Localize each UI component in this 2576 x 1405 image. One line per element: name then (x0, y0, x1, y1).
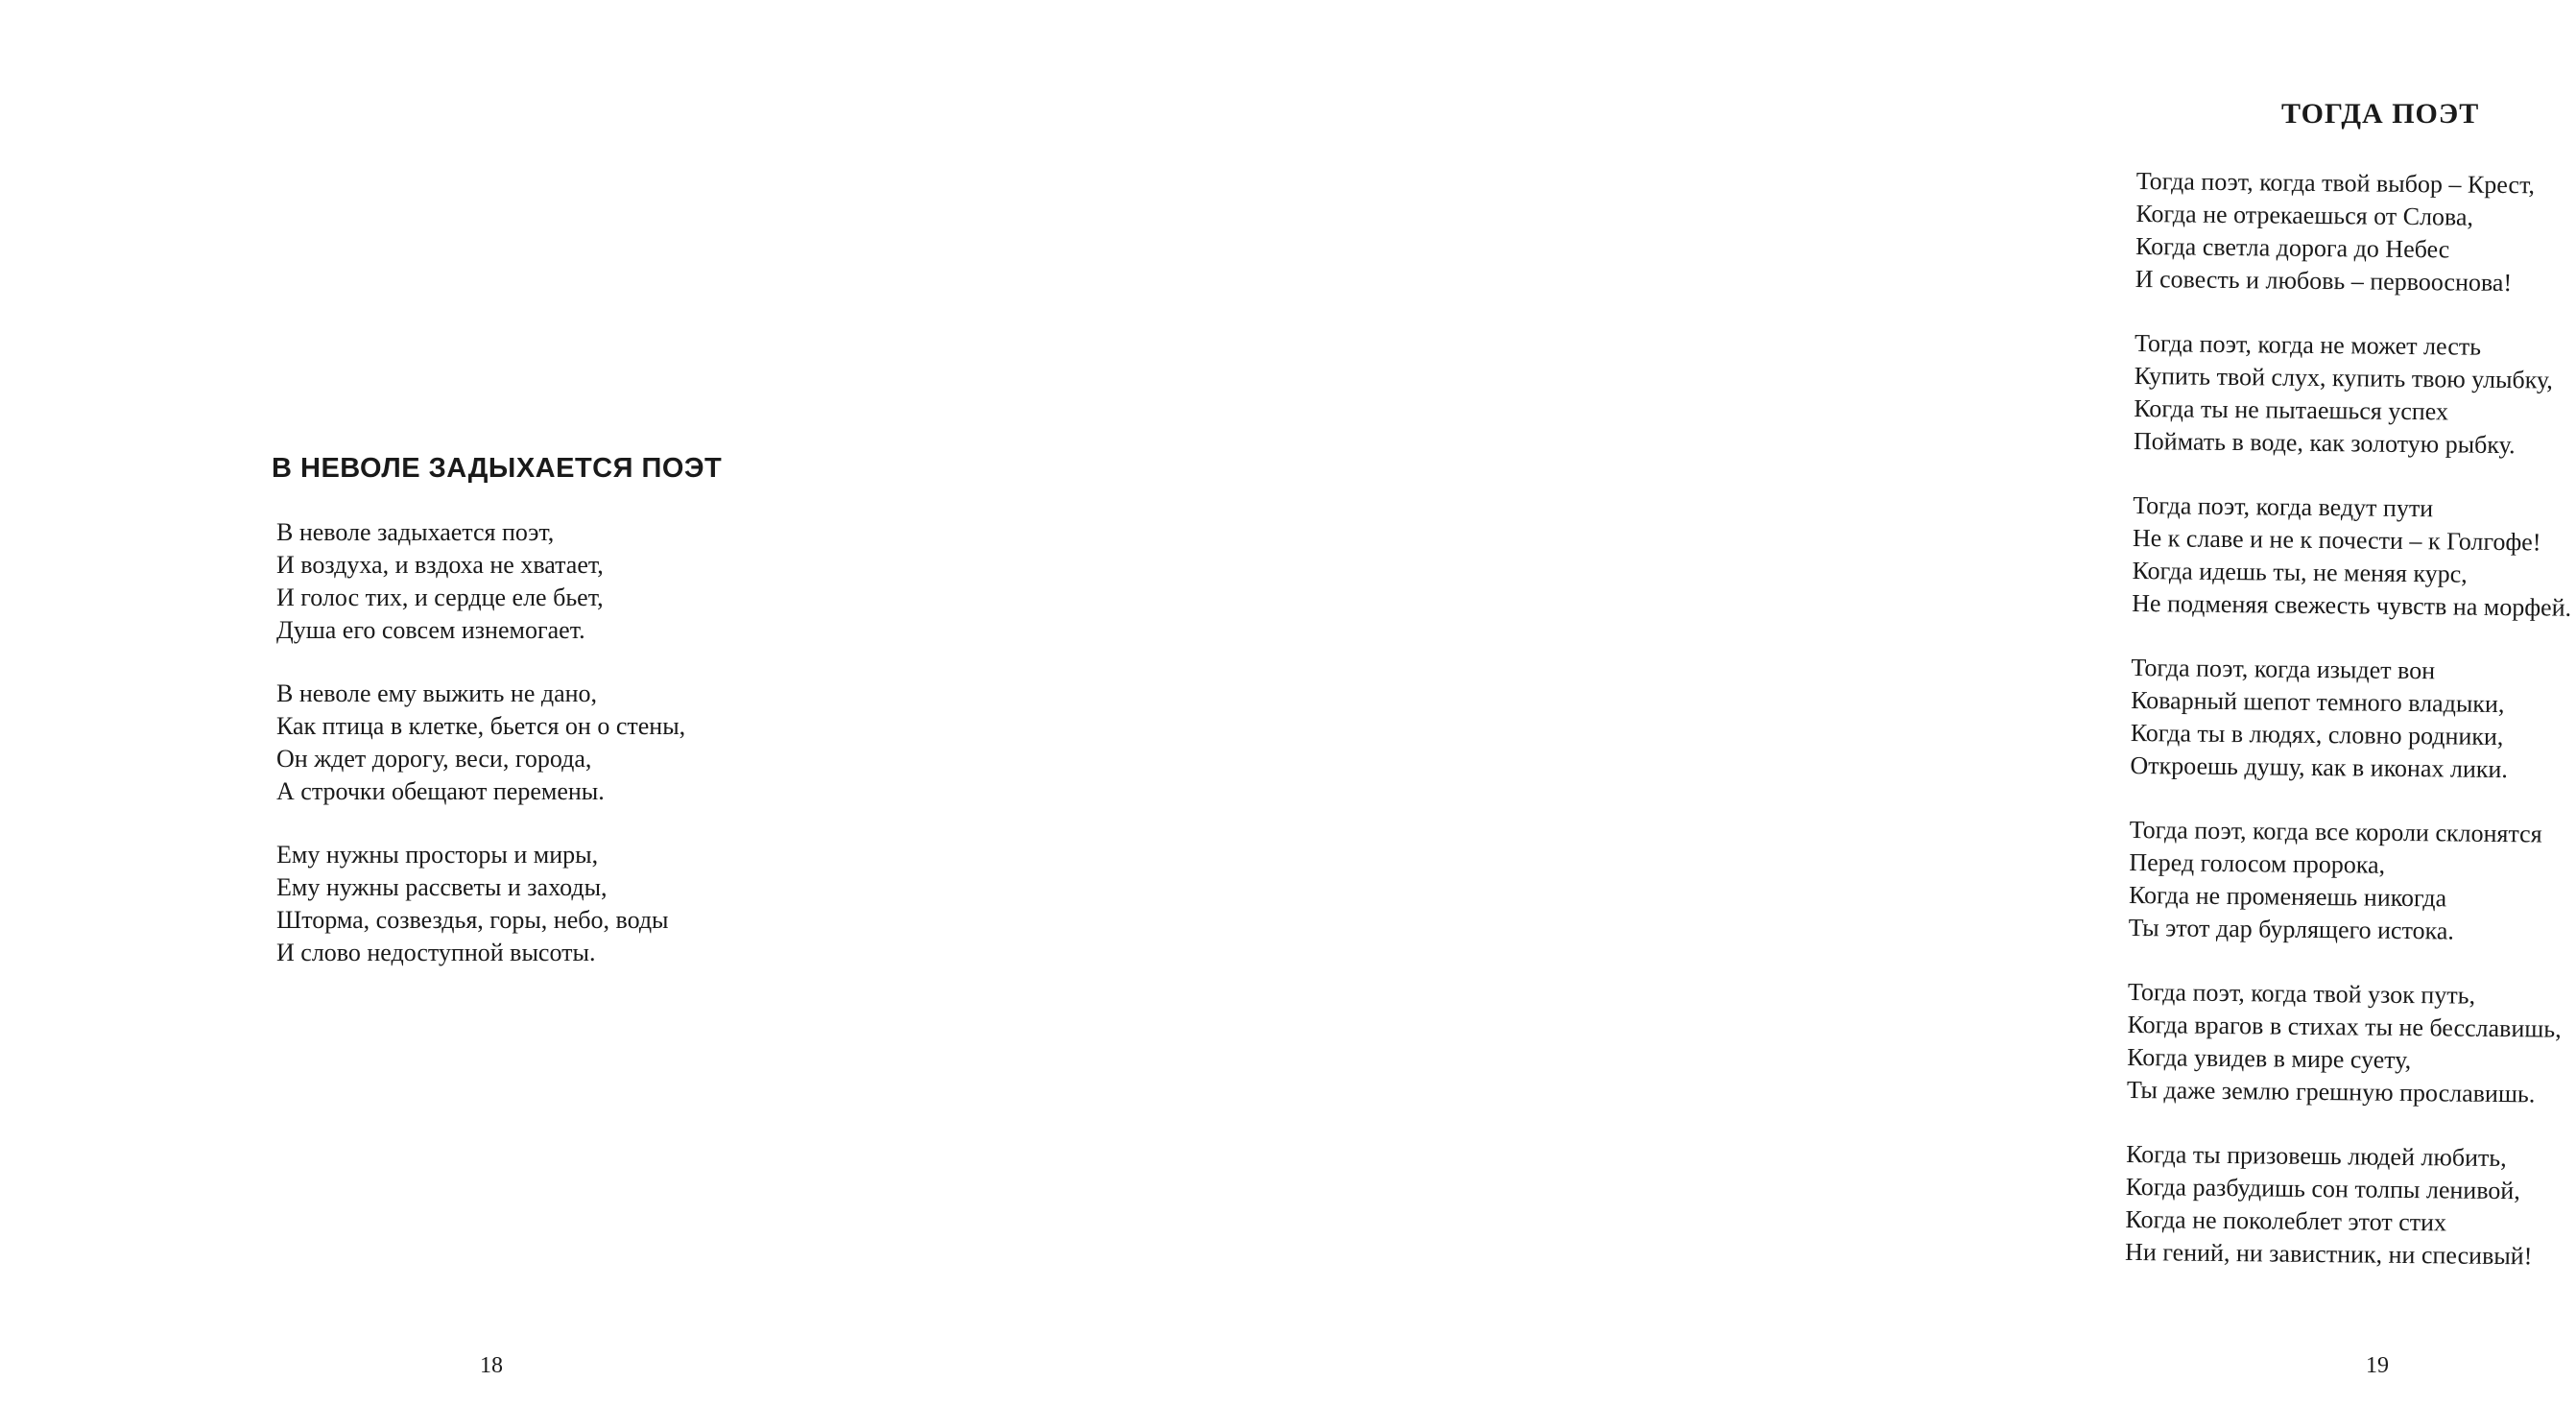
poem-line: И голос тих, и сердце еле бьет, (276, 583, 604, 611)
poem-line: Когда ты в людях, словно родники, (2130, 718, 2504, 751)
poem-line: Тогда поэт, когда изыдет вон (2131, 653, 2436, 685)
poem-line: Когда не поколеблет этот стих (2125, 1204, 2447, 1237)
stanza (276, 678, 685, 808)
poem-line: Когда ты призовешь людей любить, (2126, 1139, 2507, 1173)
stanza (2135, 165, 2576, 300)
poem-line: Купить твой слух, купить твою улыбку, (2134, 361, 2554, 394)
stanza (2125, 1138, 2565, 1274)
poem-line: Откроешь душу, как в иконах лики. (2130, 750, 2509, 784)
poem-line: Тогда поэт, когда не может лесть (2134, 328, 2482, 361)
poem-line: Тогда поэт, когда твой узок путь, (2127, 977, 2476, 1010)
right-page (960, 0, 2572, 1405)
stanza (2130, 652, 2570, 787)
poem-body (2125, 165, 2576, 1274)
poem-line: Когда врагов в стихах ты не бесславишь, (2127, 1010, 2562, 1043)
poem-line: Тогда поэт, когда все короли склонятся (2129, 815, 2542, 848)
poem-line: В неволе ему выжить не дано, (276, 679, 598, 707)
stanza (2134, 327, 2574, 463)
poem-body (276, 516, 685, 969)
poem-line: Тогда поэт, когда ведут пути (2133, 490, 2434, 523)
poem-line: Не к славе и не к почести – к Голгофе! (2132, 523, 2541, 557)
poem-line: Не подменяя свежесть чувств на морфей. (2132, 588, 2572, 622)
poem-line: Когда не отрекаешься от Слова, (2135, 199, 2474, 231)
poem-line: Душа его совсем изнемогает. (276, 616, 585, 644)
stanza (276, 516, 685, 647)
page-number: 19 (2366, 1353, 2389, 1378)
poem-title: ТОГДА ПОЭТ (2281, 98, 2480, 130)
poem-line: Он ждет дорогу, веси, города, (276, 745, 592, 773)
left-page (0, 0, 960, 1405)
stanza (2128, 814, 2568, 949)
poem-line: Когда увидев в мире суету, (2127, 1042, 2412, 1075)
stanza (276, 839, 685, 969)
poem-line: Тогда поэт, когда твой выбор – Крест, (2135, 166, 2536, 200)
poem-line: Когда ты не пытаешься успех (2134, 393, 2449, 426)
poem-line: Поймать в воде, как золотую рыбку. (2133, 426, 2516, 460)
stanza (2127, 976, 2567, 1111)
poem-line: Шторма, созвездья, горы, небо, воды (276, 906, 669, 934)
poem-line: А строчки обещают перемены. (276, 777, 605, 805)
poem-line: Когда не променяешь никогда (2128, 880, 2447, 913)
poem-line: В неволе задыхается поэт, (276, 518, 555, 546)
poem-line: И слово недоступной высоты. (276, 939, 596, 966)
poem-line: Когда светла дорога до Небес (2135, 231, 2450, 264)
poem-line: Перед голосом пророка, (2129, 847, 2386, 879)
poem-title: В НЕВОЛЕ ЗАДЫХАЕТСЯ ПОЭТ (272, 453, 723, 484)
poem-line: Ему нужны просторы и миры, (276, 841, 599, 869)
poem-line: Ему нужны рассветы и заходы, (276, 873, 608, 901)
page-number: 18 (480, 1353, 503, 1378)
poem-line: Ни гений, ни завистник, ни спесивый! (2124, 1237, 2533, 1271)
poem-line: Ты даже землю грешную прославишь. (2126, 1075, 2536, 1108)
poem-line: Когда разбудишь сон толпы ленивой, (2125, 1172, 2520, 1205)
stanza (2132, 489, 2572, 625)
poem-line: Когда идешь ты, не меняя курс, (2132, 556, 2468, 588)
poem-line: И совесть и любовь – первооснова! (2135, 264, 2513, 298)
poem-line: Как птица в клетке, бьется он о стены, (276, 712, 686, 740)
poem-line: Ты этот дар бурлящего истока. (2128, 913, 2455, 945)
poem-line: И воздуха, и вздоха не хватает, (276, 551, 604, 579)
poem-line: Коварный шепот темного владыки, (2131, 685, 2505, 719)
